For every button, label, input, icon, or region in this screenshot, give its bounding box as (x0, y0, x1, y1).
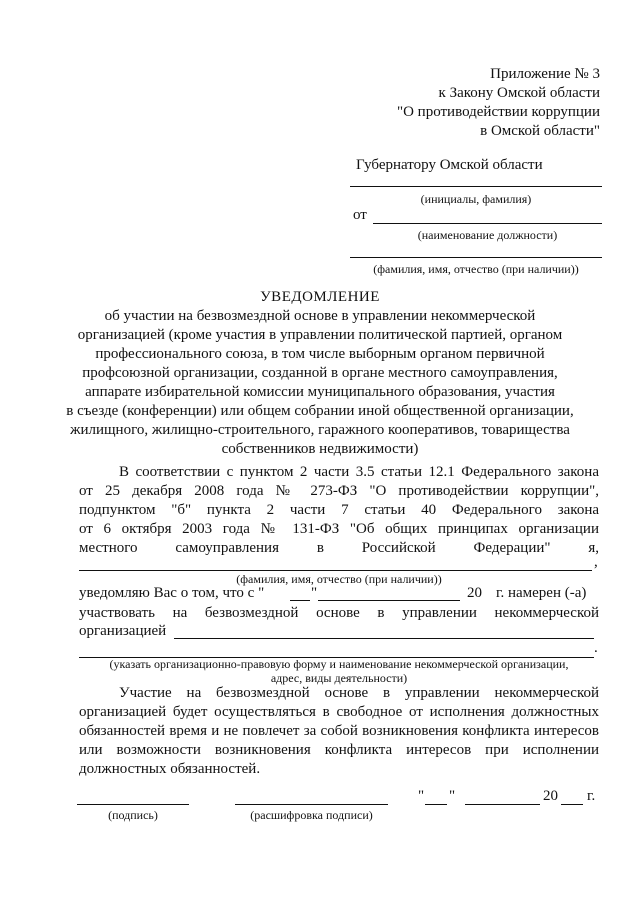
paragraph-line: или возможности возникновения конфликта интересов при исполнении (79, 742, 599, 758)
signature-decode-hint: (расшифровка подписи) (250, 808, 373, 822)
appendix-law: к Закону Омской области (438, 85, 600, 101)
paragraph-line: участвовать на безвозмездной основе в управлении некоммерческой (79, 605, 599, 621)
fullname-hint: (фамилия, имя, отчество (при наличии)) (373, 262, 579, 276)
signature-line[interactable] (77, 804, 189, 805)
notify-year: 20 (467, 585, 482, 601)
position-hint: (наименование должности) (417, 228, 558, 242)
dot: . (594, 640, 598, 656)
paragraph-legal-basis (79, 463, 599, 558)
position-line[interactable] (373, 223, 602, 224)
date-quote-open: " (418, 788, 425, 804)
title-line: в съезде (конференции) или общем собрании иной общественной организации, (66, 403, 574, 419)
paragraph-line: обязанностей время и не повлечет за собой возникновения конфликта интересов (79, 723, 599, 739)
date-year-suffix: г. (587, 788, 596, 804)
date-year-line[interactable] (561, 804, 583, 805)
organization-label: организацией (79, 623, 167, 639)
paragraph-line: Участие на безвозмездной основе в управлении некоммерческой (119, 685, 599, 701)
from-label: от (353, 207, 367, 223)
date-year-prefix: 20 (543, 788, 558, 804)
title-line: жилищного, жилищно-строительного, гаражного кооперативов, товарищества (70, 422, 570, 438)
organization-hint-2: адрес, виды деятельности) (270, 671, 408, 685)
title-line: профессионального союза, в том числе выборным органом первичной (95, 346, 545, 362)
organization-line-1[interactable] (174, 638, 594, 639)
applicant-name-line[interactable] (79, 570, 592, 571)
paragraph-line: местного самоуправления в Российской Федерации" я, (79, 540, 599, 556)
document-title: УВЕДОМЛЕНИЕ (260, 289, 380, 305)
title-line: аппарате избирательной комиссии муниципального образования, участия (85, 384, 555, 400)
day-line[interactable] (290, 600, 310, 601)
month-line[interactable] (318, 600, 460, 601)
appendix-law-title: "О противодействии коррупции (396, 104, 600, 120)
title-line: профсоюзной организации, созданной в органе местного самоуправления, (82, 365, 558, 381)
signature-hint: (подпись) (108, 808, 158, 822)
title-line: собственников недвижимости) (221, 441, 419, 457)
initials-hint: (инициалы, фамилия) (420, 192, 532, 206)
paragraph-conflict (79, 684, 599, 779)
paragraph-line: подпунктом "б" пункта 2 части 7 статьи 40 Федерального закона (79, 502, 599, 518)
signature-decode-line[interactable] (235, 804, 388, 805)
date-quote-close: " (449, 788, 456, 804)
notify-quote: " (311, 585, 318, 601)
paragraph-line: от 6 октября 2003 года № 131-ФЗ "Об общих принципах организации (79, 521, 599, 537)
title-line: организацией (кроме участия в управлении политической партией, органом (77, 327, 563, 343)
paragraph-line: от 25 декабря 2008 года № 273-ФЗ "О противодействии коррупции", (79, 483, 599, 499)
comma: , (594, 554, 598, 570)
paragraph-line: должностных обязанностей. (79, 761, 261, 777)
notify-start: уведомляю Вас о том, что с " (79, 585, 265, 601)
participation-line (79, 604, 599, 623)
fullname-line[interactable] (350, 257, 602, 258)
paragraph-line: В соответствии с пунктом 2 части 3.5 статьи 12.1 Федерального закона (119, 464, 599, 480)
initials-line[interactable] (350, 186, 602, 187)
title-line: об участии на безвозмездной основе в управлении некоммерческой (104, 308, 536, 324)
date-month-line[interactable] (465, 804, 540, 805)
paragraph-line: организацией будет осуществляться в свободное от исполнения должностных (79, 704, 599, 720)
date-day-line[interactable] (425, 804, 447, 805)
title-description (0, 307, 640, 459)
addressee-governor: Губернатору Омской области (356, 157, 543, 173)
notify-end: г. намерен (-а) (496, 585, 587, 601)
appendix-number: Приложение № 3 (490, 66, 600, 82)
applicant-name-hint: (фамилия, имя, отчество (при наличии)) (236, 572, 442, 586)
organization-hint-1: (указать организационно-правовую форму и наименование некоммерческой организации, (109, 657, 569, 671)
appendix-law-region: в Омской области" (480, 123, 600, 139)
